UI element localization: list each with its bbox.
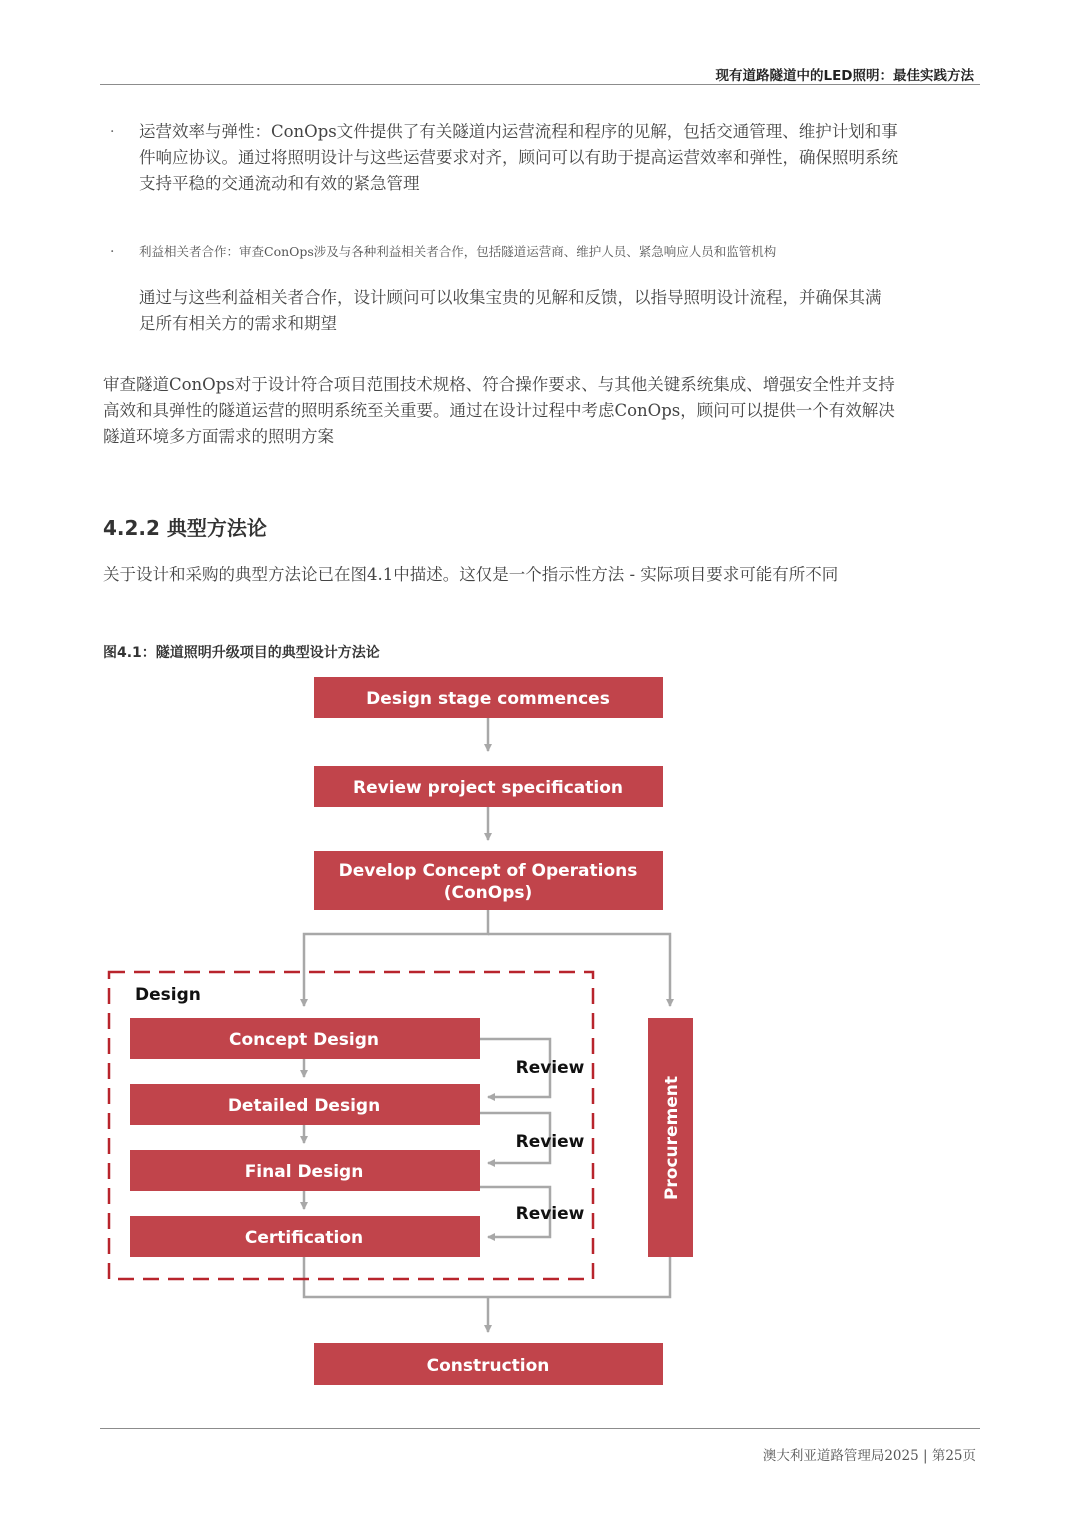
paragraph-line: 足所有相关方的需求和期望 bbox=[139, 314, 337, 333]
review-label-2: Review bbox=[515, 1132, 585, 1152]
arrow-conops-to-procurement bbox=[488, 934, 670, 1006]
box-certification-label: Certification bbox=[244, 1228, 364, 1248]
box-construction-label: Construction bbox=[426, 1356, 550, 1376]
box-concept-design-label: Concept Design bbox=[229, 1030, 379, 1050]
paragraph-line: 隧道环境多方面需求的照明方案 bbox=[103, 427, 334, 446]
box-review-spec-label: Review project specification bbox=[353, 778, 623, 798]
bullet-stakeholder-collaboration: 利益相关者合作：审查ConOps涉及与各种利益相关者合作，包括隧道运营商、维护人员、紧急响应人员和监管机构 bbox=[139, 244, 777, 259]
bullet-line: 件响应协议。通过将照明设计与这些运营要求对齐，顾问可以有助于提高运营效率和弹性，确保照明系统 bbox=[139, 148, 898, 167]
paragraph-line: 高效和具弹性的隧道运营的照明系统至关重要。通过在设计过程中考虑ConOps，顾问可以提供一个有效解决 bbox=[103, 401, 895, 420]
bullet-line: 运营效率与弹性：ConOps文件提供了有关隧道内运营流程和程序的见解，包括交通管理、维护计划和事 bbox=[139, 122, 898, 141]
footer-divider bbox=[100, 1428, 980, 1429]
figure-title: 图4.1：隧道照明升级项目的典型设计方法论 bbox=[103, 645, 380, 661]
box-design-stage-label: Design stage commences bbox=[366, 689, 610, 709]
section-intro: 关于设计和采购的典型方法论已在图4.1中描述。这仅是一个指示性方法 - 实际项目要求可能有所不同 bbox=[103, 565, 839, 584]
review-label-3: Review bbox=[515, 1204, 585, 1224]
arrow-conops-to-concept bbox=[304, 910, 488, 1006]
running-header-title: 现有道路隧道中的LED照明：最佳实践方法 bbox=[715, 68, 974, 84]
section-heading: 4.2.2 典型方法论 bbox=[103, 516, 267, 540]
box-procurement-label: Procurement bbox=[662, 1075, 682, 1201]
box-final-design-label: Final Design bbox=[244, 1162, 364, 1182]
design-group-label: Design bbox=[135, 985, 201, 1005]
paragraph-line: 审查隧道ConOps对于设计符合项目范围技术规格、符合操作要求、与其他关键系统集成、增强安全性并支持 bbox=[103, 375, 895, 394]
box-develop-conops-line2: (ConOps) bbox=[443, 883, 533, 903]
review-label-1: Review bbox=[515, 1058, 585, 1078]
paragraph-line: 通过与这些利益相关者合作，设计顾问可以收集宝贵的见解和反馈，以指导照明设计流程，并确保其满 bbox=[139, 288, 882, 307]
footer-page-info: 澳大利亚道路管理局2025 | 第25页 bbox=[762, 1448, 976, 1464]
box-develop-conops-line1: Develop Concept of Operations bbox=[338, 861, 638, 881]
bullet-marker: · bbox=[110, 124, 115, 140]
box-detailed-design-label: Detailed Design bbox=[227, 1096, 381, 1116]
bullet-line: 支持平稳的交通流动和有效的紧急管理 bbox=[139, 174, 420, 193]
connector-merge bbox=[304, 1257, 670, 1297]
bullet-marker: · bbox=[110, 244, 115, 260]
